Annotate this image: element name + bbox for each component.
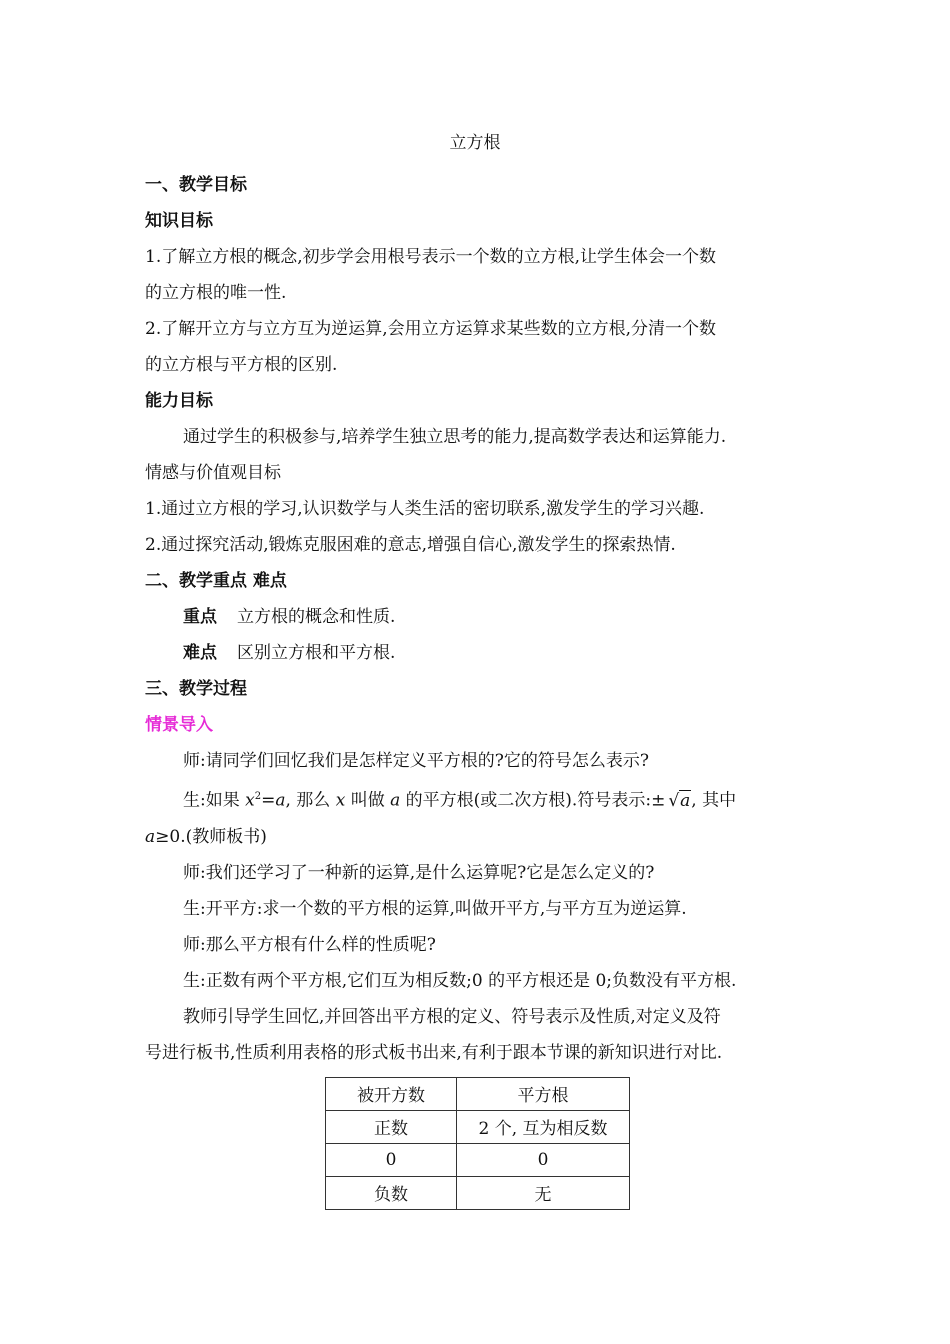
table-row	[326, 1110, 630, 1143]
p2-pre: 生:如果	[183, 790, 246, 811]
difficulty-text: 区别立方根和平方根.	[237, 643, 396, 663]
var-a-2: a	[390, 790, 401, 811]
summary-p8a: 教师引导学生回忆,并回答出平方根的定义、符号表示及性质,对定义及符	[183, 1006, 721, 1027]
document-page	[145, 120, 805, 1210]
scenario-intro-heading: 情景导入	[145, 715, 213, 735]
summary-p8b: 号进行板书,性质利用表格的形式板书出来,有利于跟本节课的新知识进行对比.	[145, 1042, 723, 1063]
table-cell: 正数	[326, 1110, 457, 1143]
dialog-p3	[145, 819, 805, 855]
knowledge-goal-1b: 的立方根的唯一性.	[145, 283, 287, 303]
dialog-p2	[145, 779, 805, 819]
var-x: x	[245, 790, 255, 811]
section-1-heading: 一、教学目标	[145, 175, 247, 195]
knowledge-goals-heading: 知识目标	[145, 211, 213, 231]
table-row	[326, 1176, 630, 1209]
exponent: 2	[254, 791, 262, 802]
table-header-cell: 被开方数	[326, 1077, 457, 1110]
var-a: a	[275, 790, 286, 811]
dialog-p7: 生:正数有两个平方根,它们互为相反数;0 的平方根还是 0;负数没有平方根.	[183, 970, 737, 991]
p2-end: , 其中	[691, 790, 737, 811]
sqrt-expression	[665, 783, 691, 819]
table-cell: 2 个, 互为相反数	[457, 1110, 630, 1143]
ability-goal-text: 通过学生的积极参与,培养学生独立思考的能力,提高数学表达和运算能力.	[183, 427, 727, 447]
ability-goals-heading: 能力目标	[145, 391, 213, 411]
p2-mid1: , 那么	[285, 790, 336, 811]
difficulty-line	[145, 635, 805, 671]
knowledge-goal-2b: 的立方根与平方根的区别.	[145, 355, 338, 375]
emotion-goal-1: 1.通过立方根的学习,认识数学与人类生活的密切联系,激发学生的学习兴趣.	[145, 499, 705, 519]
key-point-label: 重点	[183, 607, 217, 627]
radical-icon: √	[668, 790, 680, 811]
table-header-row	[326, 1077, 630, 1110]
knowledge-goal-2a: 2.了解开立方与立方互为逆运算,会用立方运算求某些数的立方根,分清一个数	[145, 319, 717, 339]
key-point-line	[145, 599, 805, 635]
radicand: a	[680, 790, 691, 811]
table-cell: 0	[326, 1143, 457, 1176]
table-cell: 负数	[326, 1176, 457, 1209]
emotion-goal-2: 2.通过探究活动,锻炼克服困难的意志,增强自信心,激发学生的探索热情.	[145, 535, 676, 555]
var-a-3: a	[145, 826, 156, 847]
page-title: 立方根	[449, 133, 501, 153]
table-cell: 0	[457, 1143, 630, 1176]
knowledge-goal-1a: 1.了解立方根的概念,初步学会用根号表示一个数的立方根,让学生体会一个数	[145, 247, 717, 267]
equals: =	[261, 790, 276, 811]
dialog-p5: 生:开平方:求一个数的平方根的运算,叫做开平方,与平方互为逆运算.	[183, 898, 687, 919]
p2-mid3: 的平方根(或二次方根).符号表示:±	[400, 790, 666, 811]
table-cell: 无	[457, 1176, 630, 1209]
dialog-p6: 师:那么平方根有什么样的性质呢?	[183, 934, 436, 955]
dialog-p4: 师:我们还学习了一种新的运算,是什么运算呢?它是怎么定义的?	[183, 862, 655, 883]
key-point-text: 立方根的概念和性质.	[237, 607, 396, 627]
p3-rest: ≥0.(教师板书)	[155, 826, 267, 847]
square-root-properties-table	[325, 1077, 630, 1210]
difficulty-label: 难点	[183, 643, 217, 663]
table-header-cell: 平方根	[457, 1077, 630, 1110]
table-row	[326, 1143, 630, 1176]
var-x-2: x	[335, 790, 346, 811]
emotion-goals-heading: 情感与价值观目标	[145, 463, 281, 483]
p2-mid2: 叫做	[345, 790, 391, 811]
section-2-heading: 二、教学重点 难点	[145, 571, 287, 591]
dialog-p1: 师:请同学们回忆我们是怎样定义平方根的?它的符号怎么表示?	[183, 751, 649, 771]
section-3-heading: 三、教学过程	[145, 679, 247, 699]
